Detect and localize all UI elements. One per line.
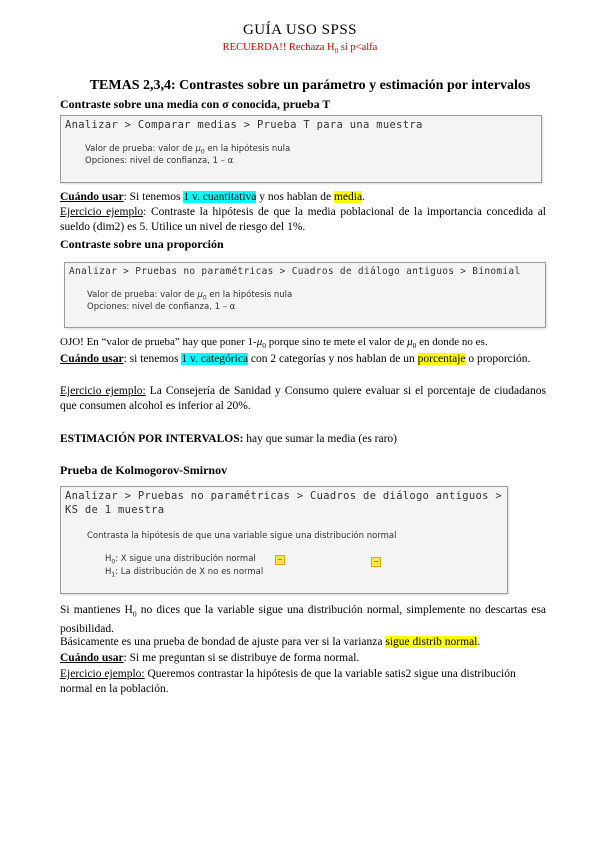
example-label: Ejercicio ejemplo: xyxy=(60,385,146,397)
test-value-prefix: Valor de prueba: valor de xyxy=(87,290,198,300)
reminder-suffix: si p<alfa xyxy=(338,42,378,53)
when-mid: y nos hablan de xyxy=(256,191,334,203)
heading-proportion: Contraste sobre una proporción xyxy=(60,237,224,251)
heading-t-test: Contraste sobre una media con σ conocida, prueba T xyxy=(60,97,331,111)
example-ks xyxy=(60,667,546,696)
mu-subscript-2: 0 xyxy=(412,341,417,351)
estimation-note xyxy=(60,432,546,447)
spss-menu-box-t-test xyxy=(60,115,542,183)
mu-subscript: 0 xyxy=(202,294,207,302)
when-mid: con 2 categorías y nos hablan de un xyxy=(248,353,418,365)
ojo-end: en donde no es. xyxy=(416,336,488,348)
highlight-normal: sigue distrib normal xyxy=(385,636,478,648)
section-title: TEMAS 2,3,4: Contrastes sobre un parámetro y estimación por intervalos xyxy=(89,78,531,93)
h1-subscript: 1 xyxy=(111,571,116,579)
test-value-suffix: en la hipótesis nula xyxy=(206,290,293,300)
mu-symbol: μ xyxy=(256,336,263,348)
comment-note-icon-2[interactable] xyxy=(371,557,381,567)
menu-path: Analizar > Pruebas no paramétricas > Cuadros de diálogo antiguos > Binomial xyxy=(69,266,521,277)
highlight-quantitative: 1 v. cuantitativa xyxy=(183,191,257,203)
page-title: GUÍA USO SPSS xyxy=(242,22,358,38)
reminder-prefix: RECUERDA!! Rechaza H xyxy=(222,42,335,53)
h0-subscript: 0 xyxy=(111,558,116,566)
box-line-h0 xyxy=(105,554,256,566)
when-end: o proporción. xyxy=(465,353,531,365)
when-to-use-t-test xyxy=(60,190,546,205)
when-end: . xyxy=(362,191,365,203)
example-label: Ejercicio ejemplo xyxy=(60,206,144,218)
when-pre: : Si tenemos xyxy=(123,191,184,203)
test-value-prefix: Valor de prueba: valor de xyxy=(85,144,196,154)
example-text: : Contraste la hipótesis de que la media poblacional de la importancia concedida al sueldo (dim2) es 5. Utilice un nivel de riesgo del 1%. xyxy=(60,206,546,233)
h0-letter: H xyxy=(105,554,112,564)
when-label: Cuándo usar xyxy=(60,191,124,203)
mu-subscript: 0 xyxy=(262,341,266,351)
highlight-categorical: 1 v. categórica xyxy=(181,353,249,365)
p1-pre: Si mantienes H xyxy=(60,604,133,616)
when-text: : Si me preguntan si se distribuye de forma normal. xyxy=(123,652,360,664)
ks-paragraph-2 xyxy=(60,635,546,650)
reminder-note xyxy=(0,42,600,55)
spss-menu-box-binomial xyxy=(64,262,546,328)
reminder-subscript: 0 xyxy=(334,47,339,56)
menu-path-line2: KS de 1 muestra xyxy=(65,504,165,516)
highlight-percentage: porcentaje xyxy=(417,353,466,365)
h1-text: : La distribución de X no es normal xyxy=(115,567,264,577)
box-line-h1 xyxy=(105,567,263,579)
box-line-test-value xyxy=(85,144,290,156)
estimation-label: ESTIMACIÓN POR INTERVALOS: xyxy=(60,433,244,445)
when-label: Cuándo usar xyxy=(60,353,124,365)
estimation-text: hay que sumar la media (es raro) xyxy=(243,433,398,445)
example-t-test xyxy=(60,205,546,234)
p1-text: no dices que la variable sigue una distribución normal, simplemente no descartas esa posibilidad. xyxy=(60,604,546,635)
example-text: Queremos contrastar la hipótesis de que la variable satis2 sigue una distribución normal en la población. xyxy=(60,668,516,695)
example-proportion xyxy=(60,384,546,413)
mu-symbol: μ xyxy=(195,144,201,154)
ojo-mid: porque sino te mete el valor de xyxy=(265,336,408,348)
p2-end: . xyxy=(477,636,481,648)
menu-path: Analizar > Comparar medias > Prueba T para una muestra xyxy=(65,119,423,131)
h0-text: : X sigue una distribución normal xyxy=(115,554,256,564)
heading-ks: Prueba de Kolmogorov-Smirnov xyxy=(60,463,228,477)
example-label: Ejercicio ejemplo: xyxy=(60,668,145,680)
box-line-options: Opciones: nivel de confianza, 1 – α xyxy=(85,156,234,166)
when-to-use-ks xyxy=(60,651,546,666)
p2-pre: Básicamente es una prueba de bondad de ajuste para ver si la varianza xyxy=(60,636,386,648)
ojo-note xyxy=(60,335,546,354)
highlight-mean: media xyxy=(333,191,363,203)
mu-subscript: 0 xyxy=(200,148,205,156)
menu-path-line1: Analizar > Pruebas no paramétricas > Cuadros de diálogo antiguos > xyxy=(65,490,503,502)
h1-letter: H xyxy=(105,567,112,577)
box-line-options: Opciones: nivel de confianza, 1 – α xyxy=(87,302,236,312)
mu-symbol: μ xyxy=(197,290,203,300)
when-to-use-proportion xyxy=(60,352,546,367)
spss-menu-box-ks xyxy=(60,486,508,594)
when-label: Cuándo usar xyxy=(60,652,124,664)
comment-note-icon[interactable] xyxy=(275,555,285,565)
box-line-test-value xyxy=(87,290,292,302)
ks-paragraph-1 xyxy=(60,603,546,636)
box-line-purpose: Contrasta la hipótesis de que una variable sigue una distribución normal xyxy=(87,531,397,541)
example-text: La Consejería de Sanidad y Consumo quiere evaluar si el porcentaje de ciudadanos que consumen alcohol es inferior al 20%. xyxy=(60,385,546,412)
when-pre: : si tenemos xyxy=(123,353,182,365)
test-value-suffix: en la hipótesis nula xyxy=(204,144,291,154)
mu-symbol-2: μ xyxy=(407,336,413,348)
ojo-pre: OJO! En “valor de prueba” hay que poner 1- xyxy=(60,336,257,348)
p1-subscript: 0 xyxy=(132,609,137,619)
